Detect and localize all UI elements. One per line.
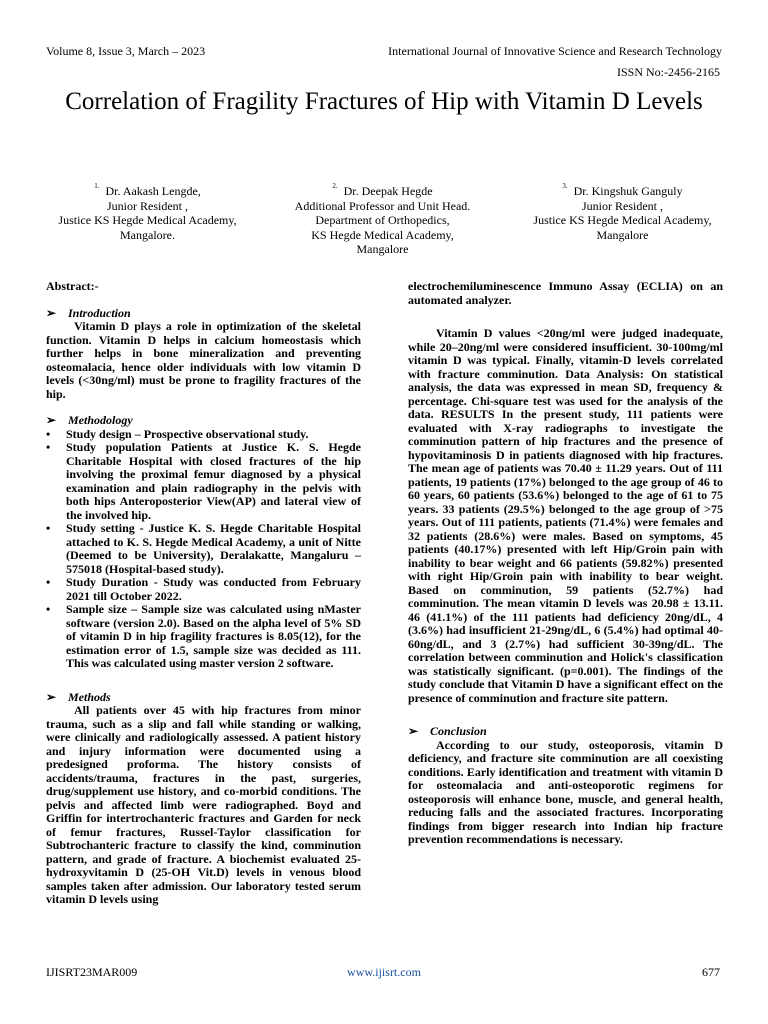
author-number: 1. [94, 182, 100, 190]
list-item: • Study design – Prospective observational study. [46, 426, 309, 441]
left-column [46, 280, 361, 907]
paper-id: IJISRT23MAR009 [46, 965, 138, 979]
journal-website-link[interactable]: www.ijisrt.com [347, 965, 421, 979]
intro-heading: ➢ Introduction [46, 305, 131, 320]
bullet-icon: • [46, 602, 51, 616]
abstract-label: Abstract:- [46, 279, 99, 293]
author-3 [510, 181, 735, 242]
conclusion-heading: ➢ Conclusion [408, 724, 487, 738]
arrow-bullet-icon: ➢ [46, 305, 57, 320]
results-text: Vitamin D values <20ng/ml were judged inadequate, while 20–20ng/ml were considered insufficient. 30-100mg/ml vitamin D was typical. Finally, vitamin-D levels correlated with fracture comminution. Data Analysis: On statistical analysis, the data was expressed in mean SD, frequency & percentage. Chi-square test was used for the analysis of the data. RESULTS In the present study, 111 patients were evaluated with X-ray radiographs to investigate the comminution pattern of hip fractures and the presence of hypovitaminosis D in patients diagnosed with hip fractures. The mean age of patients was 70.40 ± 11.29 years. Out of 111 patients, 19 patients (17%) belonged to the age group of 46 to 60 years, 60 patients (53.6%) belonged to the age of 61 to 75 years. 33 patients (29.5%) belonged to the age group of >75 years. Out of 111 patients, patients (71.4%) were females and 32 patients (28.6%) were males. Based on symptoms, 45 patients (40.17%) presented with left Hip/Groin pain with inability to bear weight and 66 patients (59.82%) presented with right Hip/Groin pain with inability to bear weight. Based on comminution, 59 patients (52.7%) had comminution. The mean vitamin D levels was 20.98 ± 13.11. 46 (41.1%) of the 111 patients had deficiency 20ng/dL, 4 (3.6%) had insufficient 21-29ng/dL, 6 (5.4%) had optimal 40-60ng/dL, and 3 (2.7%) had sufficient 30-39ng/dL. The correlation between comminution and Holick's classification was statistically significant. (p=0.001). The findings of the study conclude that Vitamin D have a significant effect on the presence of comminution and fracture site pattern. [408, 326, 723, 705]
author-name: Dr. Kingshuk Ganguly [573, 184, 683, 198]
bullet-icon: • [46, 440, 51, 454]
author-number: 2. [332, 182, 338, 190]
author-city: Mangalore [596, 227, 649, 242]
methodology-heading: ➢ Methodology [46, 413, 133, 427]
author-affiliation: KS Hegde Medical Academy, [311, 227, 454, 242]
volume-info: Volume 8, Issue 3, March – 2023 [46, 44, 206, 58]
intro-text: Vitamin D plays a role in optimization of the skeletal function. Vitamin D helps in calcium homeostasis which further helps in bone mineralization and preventing osteomalacia, hence older individuals with low vitamin D levels (<30ng/ml) must be prone to fragility fractures of the hip. [46, 319, 361, 401]
author-2 [275, 181, 490, 257]
author-city: Mangalore [356, 242, 409, 256]
issn: ISSN No:-2456-2165 [616, 65, 720, 79]
author-affiliation: Justice KS Hegde Medical Academy, [533, 213, 712, 227]
journal-name: International Journal of Innovative Science and Research Technology [388, 44, 722, 58]
arrow-bullet-icon: ➢ [46, 689, 57, 704]
arrow-bullet-icon: ➢ [46, 413, 57, 427]
author-number: 3. [562, 182, 568, 190]
author-position: Junior Resident , [107, 198, 188, 213]
author-city: Mangalore. [120, 227, 175, 242]
arrow-bullet-icon: ➢ [408, 724, 419, 738]
list-item: • Study population Patients at Justice K. S. Hegde Charitable Hospital with closed fractures of the hip involving the proximal femur diagnosed by a physical examination and plain radiography in the pelvis with both hips Anteroposterior View(AP) and lateral view of the involved hip. [46, 440, 361, 522]
methods-heading: ➢ Methods [46, 689, 111, 704]
author-affiliation: Justice KS Hegde Medical Academy, [58, 213, 237, 227]
author-position: Junior Resident , [582, 198, 663, 213]
author-1 [40, 181, 255, 242]
list-item: • Sample size – Sample size was calculated using nMaster software (version 2.0). Based on the alpha level of 5% SD of vitamin D in hip fragility fractures is 8.05(12), for the estimation error of 1.5, sample size was decided as 111. This was calculated using master version 2 software. [46, 602, 361, 670]
list-item: • Study setting - Justice K. S. Hegde Charitable Hospital attached to K. S. Hegde Medical Academy, a unit of Nitte (Deemed to be University), Deralakatte, Mangaluru – 575018 (Hospital-based study). [46, 521, 361, 576]
list-item: • Study Duration - Study was conducted from February 2021 till October 2022. [46, 575, 361, 603]
conclusion-text: According to our study, osteoporosis, vitamin D deficiency, and fracture site comminution are all coexisting conditions. Early identification and treatment with vitamin D for osteomalacia and anti-osteoporotic regimens for osteoporosis will enhance bone, muscle, and general health, reducing falls and the associated fractures. Incorporating findings from bigger research into Indian hip fracture prevention recommendations is necessary. [408, 737, 723, 846]
bullet-icon: • [46, 426, 51, 441]
author-name: Dr. Aakash Lengde, [105, 184, 201, 198]
author-department: Department of Orthopedics, [315, 213, 450, 227]
bullet-icon: • [46, 575, 51, 589]
author-name: Dr. Deepak Hegde [343, 184, 433, 198]
methods-text: All patients over 45 with hip fractures from minor trauma, such as a slip and fall while standing or walking, were clinically and radiologically assessed. A patient history and injury information were documented using a predesigned proforma. The history consists of accidents/trauma, fractures in the past, surgeries, drug/supplement use history, and co-morbid conditions. The pelvis and affected limb were radiographed. Boyd and Griffin for intertrochanteric fractures and Garden for neck of femur fractures, Russel-Taylor classification for Subtrochanteric fracture to classify the kind, comminution pattern, and grade of fracture. A biochemist evaluated 25-hydroxyvitamin D (25-OH Vit.D) levels in venous blood samples taken after admission. Our laboratory tested serum vitamin D levels using [46, 703, 361, 906]
author-position: Additional Professor and Unit Head. [294, 198, 471, 213]
bullet-icon: • [46, 521, 51, 535]
page-number: 677 [702, 965, 720, 979]
methods-continuation: electrochemiluminescence Immuno Assay (ECLIA) on an automated analyzer. [408, 279, 723, 307]
methodology-list [46, 428, 361, 671]
right-column [408, 280, 723, 847]
paper-title: Correlation of Fragility Fractures of Hip with Vitamin D Levels [65, 88, 703, 115]
